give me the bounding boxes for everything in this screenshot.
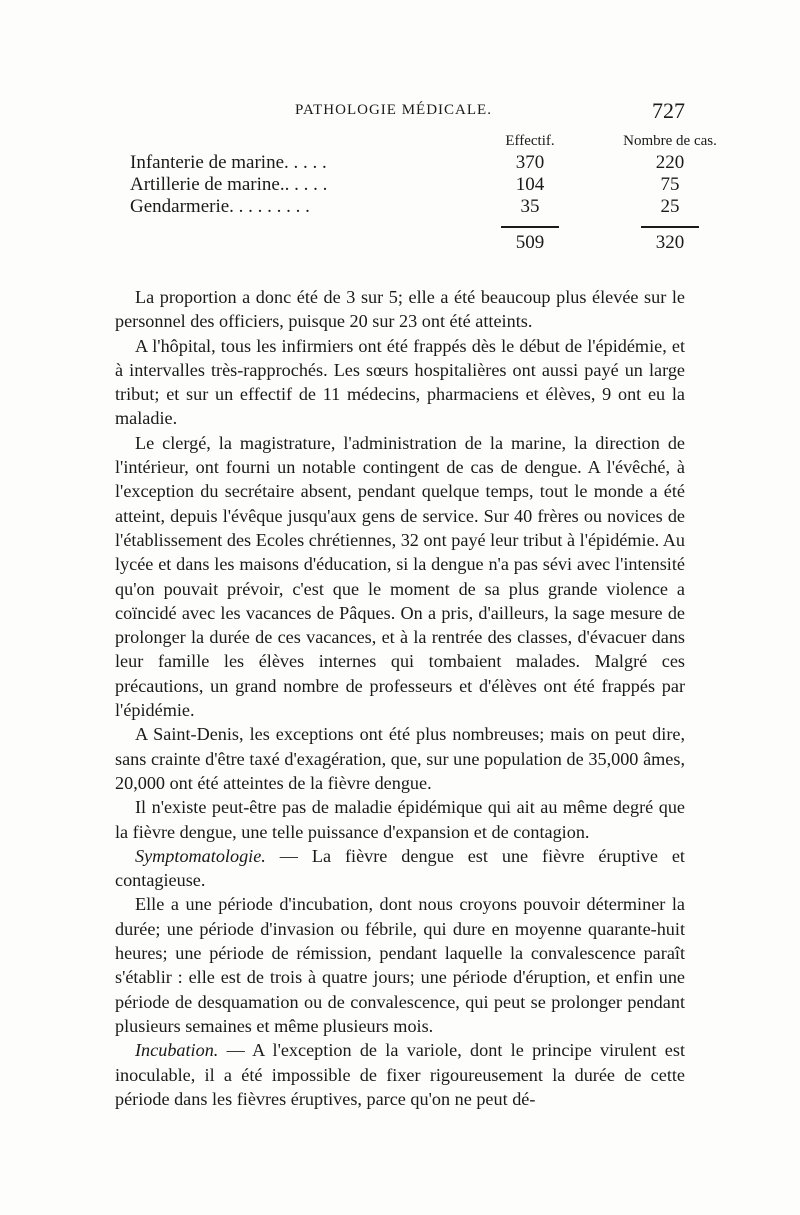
row-cas: 220 bbox=[655, 152, 685, 173]
paragraph bbox=[115, 334, 685, 431]
section-lead: Incubation. bbox=[135, 1040, 219, 1061]
table-row bbox=[130, 152, 740, 174]
page-number: 727 bbox=[652, 98, 685, 123]
table-row bbox=[130, 174, 740, 196]
paragraph-text: — A l'exception de la variole, dont le principe virulent est inoculable, il a été impossible de fixer rigoureusement la durée de cette période dans les fièvres éruptives, parce qu'on ne peut dé- bbox=[115, 1040, 685, 1109]
total-blank bbox=[130, 218, 460, 254]
row-cas: 75 bbox=[660, 174, 680, 195]
paragraph bbox=[115, 892, 685, 1038]
paragraph-text: La proportion a donc été de 3 sur 5; elle a été beaucoup plus élevée sur le personnel des officiers, puisque 20 sur 23 ont été atteints. bbox=[115, 287, 685, 332]
total-cas: 320 bbox=[641, 226, 699, 254]
body-text bbox=[115, 285, 685, 1111]
paragraph-text: Le clergé, la magistrature, l'administration de la marine, la direction de l'intérieur, ont fourni un notable contingent de cas de dengue. A l'évêché, à l'exception du secrétaire absent, pendant quelque temps, tout le monde a été atteint, depuis l'évêque jusqu'aux gens de service. Sur 40 frères ou novices de l'établissement des Ecoles chrétiennes, 32 ont payé leur tribut à l'épidémie. Au lycée et dans les maisons d'éducation, si la dengue n'a pas sévi avec l'intensité qu'on pouvait prévoir, c'est que le moment de sa plus grande violence a coïncidé avec les vacances de Pâques. On a pris, d'ailleurs, la sage mesure de prolonger la durée de ces vacances, et à la rentrée des classes, d'évacuer dans leur famille les élèves internes qui tombaient malades. Malgré ces précautions, un grand nombre de professeurs et d'élèves ont été frappés par l'épidémie. bbox=[115, 432, 685, 721]
table-header-blank bbox=[130, 130, 460, 152]
total-cas-cell bbox=[600, 218, 740, 254]
row-effectif: 104 bbox=[515, 174, 545, 195]
paragraph bbox=[115, 844, 685, 893]
page-header bbox=[115, 98, 685, 128]
row-label: Infanterie de marine. . . . . bbox=[130, 152, 327, 173]
row-effectif: 370 bbox=[515, 152, 545, 173]
total-effectif: 509 bbox=[501, 226, 559, 254]
statistics-table bbox=[130, 130, 740, 254]
paragraph-text: — La fièvre dengue est une fièvre éruptive et contagieuse. bbox=[115, 845, 685, 891]
running-head: PATHOLOGIE MÉDICALE. bbox=[295, 102, 492, 118]
table-total-row bbox=[130, 218, 740, 254]
section-lead: Symptomatologie. bbox=[135, 845, 266, 866]
paragraph bbox=[115, 285, 685, 334]
table-header-row bbox=[130, 130, 740, 152]
paragraph-text: A Saint-Denis, les exceptions ont été plus nombreuses; mais on peut dire, sans crainte d'être taxé d'exagération, que, sur une population de 35,000 âmes, 20,000 ont été atteintes de la fièvre dengue. bbox=[115, 724, 685, 793]
row-label: Artillerie de marine.. . . . . bbox=[130, 174, 328, 195]
row-cas: 25 bbox=[660, 196, 680, 217]
row-label: Gendarmerie. . . . . . . . . bbox=[130, 196, 310, 217]
column-header-cas: Nombre de cas. bbox=[623, 133, 717, 149]
paragraph bbox=[115, 1038, 685, 1111]
paragraph-text: Elle a une période d'incubation, dont nous croyons pouvoir déterminer la durée; une période d'invasion ou fébrile, qui dure en moyenne quarante-huit heures; une période de rémission, pendant laquelle la convalescence paraît s'établir : elle est de trois à quatre jours; une période d'éruption, et enfin une période de desquamation ou de convalescence, qui peut se prolonger pendant plusieurs semaines et même plusieurs mois. bbox=[115, 894, 685, 1036]
paragraph bbox=[115, 722, 685, 795]
paragraph-text: Il n'existe peut-être pas de maladie épidémique qui ait au même degré que la fièvre dengue, une telle puissance d'expansion et de contagion. bbox=[115, 797, 685, 842]
paragraph-text: A l'hôpital, tous les infirmiers ont été frappés dès le début de l'épidémie, et à intervalles très-rapprochés. Les sœurs hospitalières ont aussi payé un large tribut; et sur un effectif de 11 médecins, pharmaciens et élèves, 9 ont eu la maladie. bbox=[115, 335, 685, 429]
table-row bbox=[130, 196, 740, 218]
paragraph bbox=[115, 431, 685, 723]
row-effectif: 35 bbox=[520, 196, 540, 217]
column-header-effectif: Effectif. bbox=[505, 133, 555, 149]
total-effectif-cell bbox=[460, 218, 600, 254]
paragraph bbox=[115, 795, 685, 844]
